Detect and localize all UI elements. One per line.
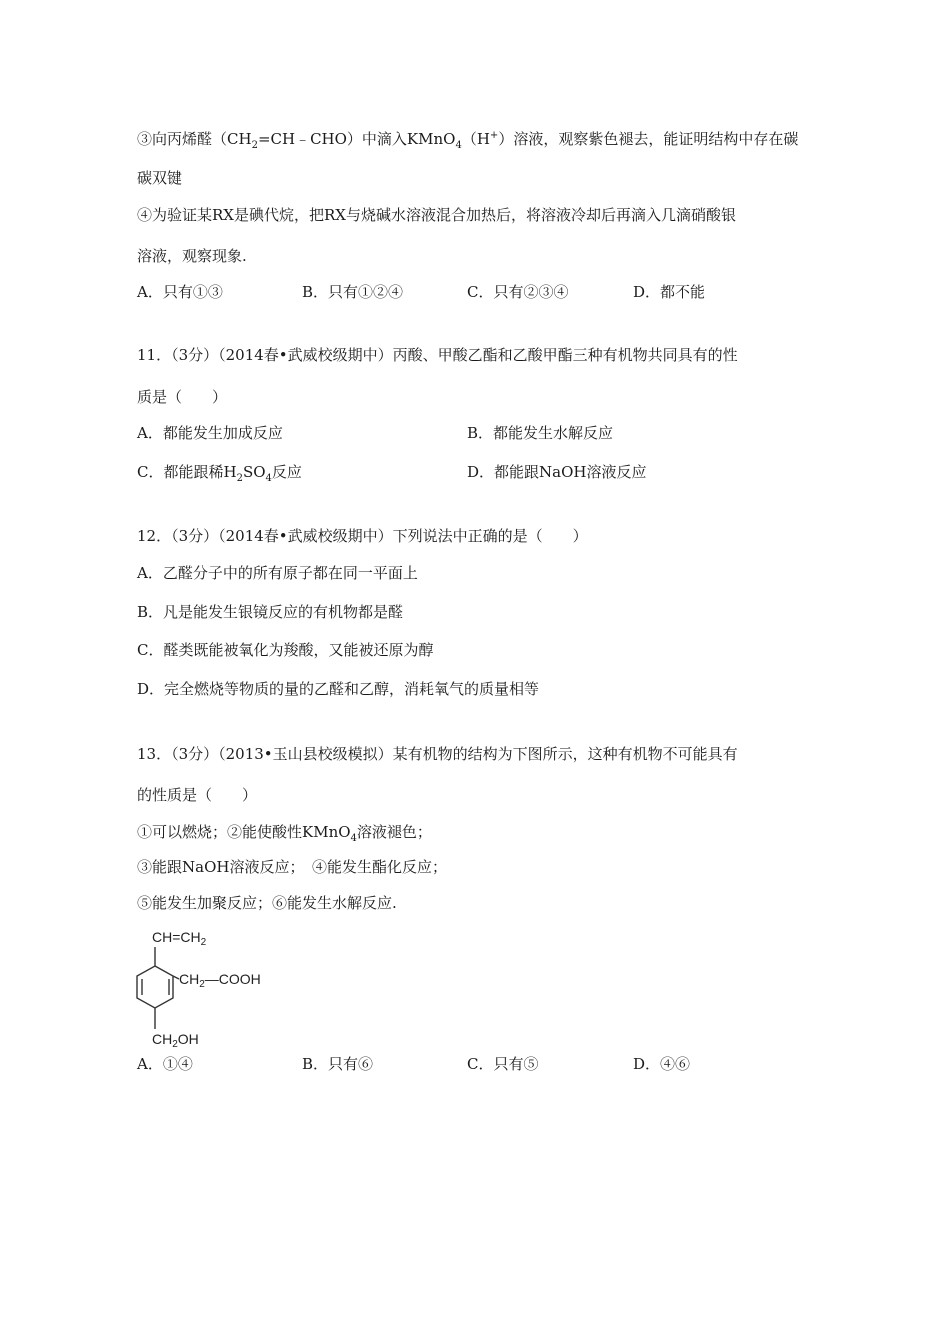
- q11-option-c[interactable]: [137, 462, 302, 489]
- q12-option-c[interactable]: C．醛类既能被氧化为羧酸，又能被还原为醇: [137, 641, 434, 659]
- hydroxymethyl-label: $CH_2OH$: [152, 1031, 199, 1050]
- q13-prop-line1-text-b: 溶液褪色；: [356, 823, 432, 841]
- q11-option-d[interactable]: D．都能跟NaOH溶液反应: [467, 463, 647, 481]
- q13-option-a[interactable]: A．①④: [137, 1055, 193, 1073]
- q10-item3-text-c: （H: [461, 130, 490, 148]
- q13-prop-line1-text-a: ①可以燃烧；②能使酸性KMnO: [137, 823, 351, 841]
- side-chain-label: $CH_2—COOH$: [179, 971, 261, 990]
- q10-item4-line1: ④为验证某RX是碘代烷，把RX与烧碱水溶液混合加热后，将溶液冷却后再滴入几滴硝酸银: [137, 206, 736, 224]
- q13-option-d[interactable]: D．④⑥: [633, 1055, 691, 1073]
- q13-option-c[interactable]: C．只有⑤: [467, 1055, 539, 1073]
- benzene-ring: [137, 947, 179, 1029]
- q10-option-c[interactable]: C．只有②③④: [467, 283, 569, 301]
- q11-stem-line2: 质是（ ）: [137, 388, 228, 406]
- q13-option-b[interactable]: B．只有⑥: [302, 1055, 374, 1073]
- q11-option-c-text-a: C．都能跟稀H: [137, 463, 237, 481]
- q12-option-d[interactable]: D．完全燃烧等物质的量的乙醛和乙醇，消耗氧气的质量相等: [137, 680, 540, 698]
- q11-option-c-sub2: 4: [265, 473, 272, 484]
- q10-item3-line1: [137, 126, 798, 156]
- q10-item3-line2: 碳双键: [137, 169, 183, 187]
- q12-option-a[interactable]: A．乙醛分子中的所有原子都在同一平面上: [137, 564, 418, 582]
- molecule-structure-diagram: [133, 925, 283, 1050]
- q10-item3-sub2: 4: [455, 140, 462, 151]
- q10-item4-line2: 溶液，观察现象.: [137, 247, 247, 265]
- q10-item3-text-a: ③向丙烯醛（CH: [137, 130, 252, 148]
- q11-stem-line1: 11．（3分）（2014春•武威校级期中）丙酸、甲酸乙酯和乙酸甲酯三种有机物共同具有的性: [137, 346, 738, 364]
- vinyl-group-label: $CH=CH_2$: [152, 929, 207, 948]
- q10-item3-sup: +: [489, 130, 499, 141]
- q10-option-a[interactable]: A．只有①③: [137, 283, 223, 301]
- q11-option-c-text-b: SO: [242, 463, 266, 481]
- q13-prop-line2: ③能跟NaOH溶液反应； ④能发生酯化反应；: [137, 858, 447, 876]
- q11-option-c-text-c: 反应: [271, 463, 302, 481]
- q13-prop-line1-sub: 4: [350, 833, 357, 844]
- q13-prop-line1: [137, 822, 432, 849]
- q10-option-b[interactable]: B．只有①②④: [302, 283, 404, 301]
- q11-option-a[interactable]: A．都能发生加成反应: [137, 424, 283, 442]
- q12-option-b[interactable]: B．凡是能发生银镜反应的有机物都是醛: [137, 603, 404, 621]
- q10-item3-text-b: =CH﹣CHO）中滴入KMnO: [257, 130, 456, 148]
- q13-prop-line3: ⑤能发生加聚反应；⑥能发生水解反应.: [137, 894, 397, 912]
- q10-option-d[interactable]: D．都不能: [633, 283, 706, 301]
- q10-item3-text-d: ）溶液，观察紫色褪去，能证明结构中存在碳: [498, 130, 799, 148]
- q11-option-c-sub1: 2: [236, 473, 243, 484]
- q13-stem-line2: 的性质是（ ）: [137, 786, 258, 804]
- q11-option-b[interactable]: B．都能发生水解反应: [467, 424, 614, 442]
- q13-stem-line1: 13．（3分）（2013•玉山县校级模拟）某有机物的结构为下图所示，这种有机物不可能具有: [137, 745, 738, 763]
- q12-stem: 12．（3分）（2014春•武威校级期中）下列说法中正确的是（ ）: [137, 527, 588, 545]
- q10-item3-sub1: 2: [251, 140, 258, 151]
